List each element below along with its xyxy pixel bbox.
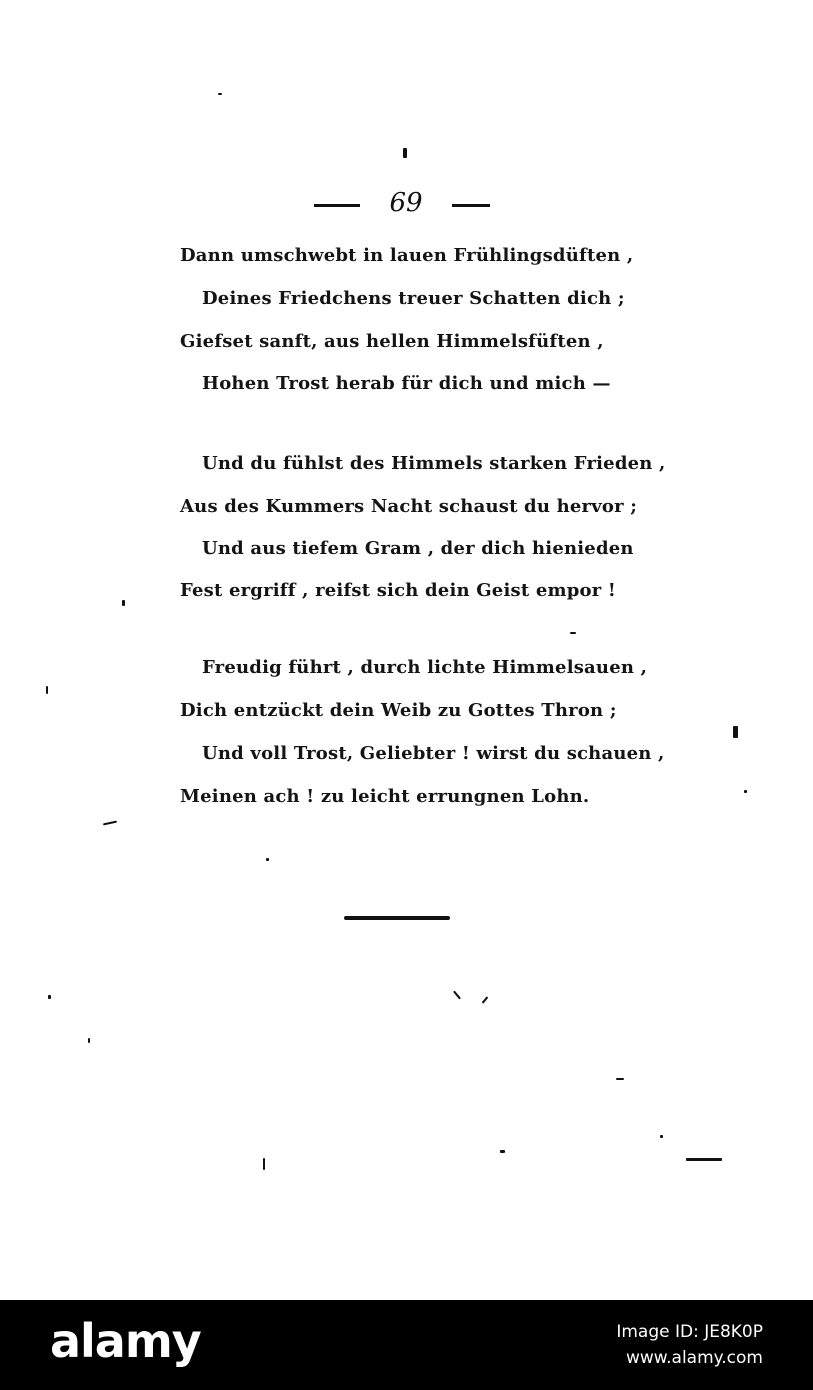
site-url: www.alamy.com: [625, 1348, 763, 1368]
right-ornament-dash: [452, 204, 490, 207]
poem-line: Giefset sanft, aus hellen Himmelsfüften ,: [180, 331, 604, 352]
page-number: 69: [389, 188, 423, 218]
ink-speck: [482, 996, 489, 1003]
ink-speck: [403, 148, 407, 158]
left-ornament-dash: [314, 204, 360, 207]
ink-speck: [48, 995, 51, 999]
poem-line: Hohen Trost herab für dich und mich —: [202, 373, 611, 394]
ink-speck: [122, 600, 125, 606]
alamy-logo: alamy: [50, 1314, 201, 1368]
page-header: [0, 188, 813, 222]
poem-line: Und voll Trost, Geliebter ! wirst du schauen ,: [202, 743, 665, 764]
image-id-label: Image ID: JE8K0P: [616, 1322, 763, 1342]
ink-speck: [744, 790, 747, 793]
poem-line: Meinen ach ! zu leicht errungnen Lohn.: [180, 786, 590, 807]
poem-line: Freudig führt , durch lichte Himmelsauen ,: [202, 657, 648, 678]
poem-line: Dann umschwebt in lauen Frühlingsdüften ,: [180, 245, 634, 266]
closing-rule: [344, 916, 450, 920]
ink-speck: [500, 1150, 505, 1153]
poem-line: Aus des Kummers Nacht schaust du hervor ;: [180, 496, 638, 517]
poem-line: Fest ergriff , reifst sich dein Geist empor !: [180, 580, 616, 601]
ink-speck: [616, 1078, 624, 1080]
ink-speck: [453, 991, 461, 1000]
poem-line: Dich entzückt dein Weib zu Gottes Thron ;: [180, 700, 617, 721]
ink-speck: [570, 632, 576, 634]
poem-line: Und du fühlst des Himmels starken Frieden ,: [202, 453, 666, 474]
ink-speck: [218, 93, 222, 95]
poem-line: Und aus tiefem Gram , der dich hienieden: [202, 538, 634, 559]
ink-speck: [686, 1158, 722, 1161]
ink-speck: [263, 1158, 265, 1170]
ink-speck: [733, 726, 738, 738]
ink-speck: [46, 686, 48, 694]
ink-speck: [88, 1038, 90, 1043]
ink-speck: [660, 1135, 663, 1138]
poem-line: Deines Friedchens treuer Schatten dich ;: [202, 288, 625, 309]
ink-speck: [103, 821, 117, 826]
watermark-banner: [0, 1300, 813, 1390]
ink-speck: [266, 858, 269, 861]
